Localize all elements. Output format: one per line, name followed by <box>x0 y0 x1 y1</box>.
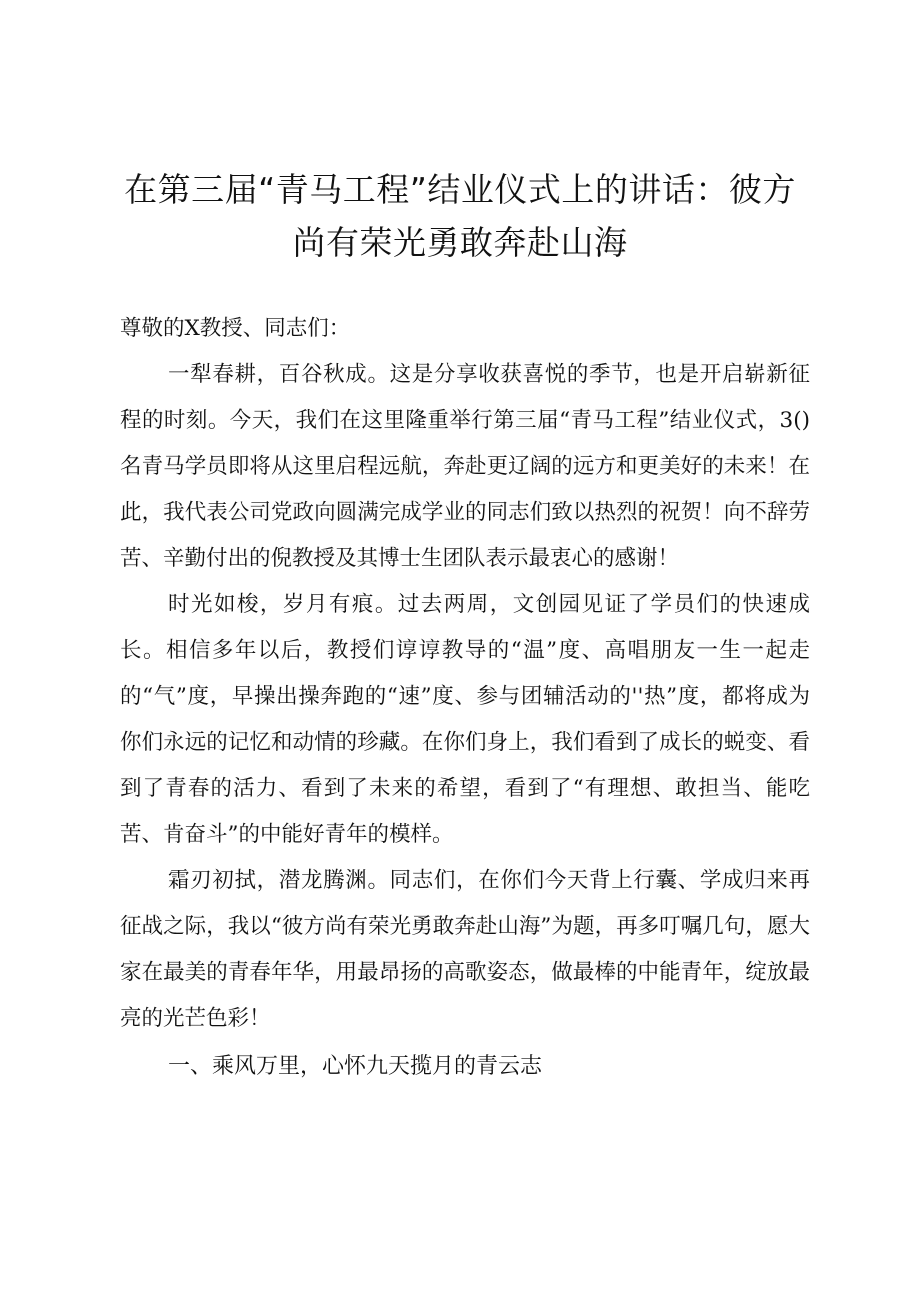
title-line-1: 在第三届“青马工程”结业仪式上的讲话：彼方 <box>124 170 796 209</box>
document-body <box>120 306 810 1042</box>
section-heading: 一、乘风万里，心怀九天揽月的青云志 <box>168 1054 543 1079</box>
paragraph-transition: 霜刃初拭，潜龙腾渊。同志们，在你们今天背上行囊、学成归来再征战之际，我以“彼方尚有荣光勇敢奔赴山海”为题，再多叮嘱几句，愿大家在最美的青春年华，用最昂扬的高歌姿态，做最棒的中能青年，绽放最亮的光芒色彩！ <box>120 868 810 1031</box>
paragraph-review: 时光如梭，岁月有痕。过去两周，文创园见证了学员们的快速成长。相信多年以后，教授们谆谆教导的“温”度、高唱朋友一生一起走的“气”度，早操出操奔跑的“速”度、参与团辅活动的''热”度，都将成为你们永远的记忆和动情的珍藏。在你们身上，我们看到了成长的蜕变、看到了青春的活力、看到了未来的希望，看到了“有理想、敢担当、能吃苦、肯奋斗”的中能好青年的模样。 <box>120 592 810 847</box>
title-line-2: 尚有荣光勇敢奔赴山海 <box>292 223 628 262</box>
paragraph-opening: 一犁春耕，百谷秋成。这是分享收获喜悦的季节，也是开启崭新征程的时刻。今天，我们在这里隆重举行第三届“青马工程”结业仪式，3()名青马学员即将从这里启程远航，奔赴更辽阔的远方和更美好的未来！在此，我代表公司党政向圆满完成学业的同志们致以热烈的祝贺！向不辞劳苦、辛勤付出的倪教授及其博士生团队表示最衷心的感谢！ <box>120 362 810 571</box>
document-title <box>100 163 820 269</box>
salutation: 尊敬的X教授、同志们： <box>120 316 351 341</box>
